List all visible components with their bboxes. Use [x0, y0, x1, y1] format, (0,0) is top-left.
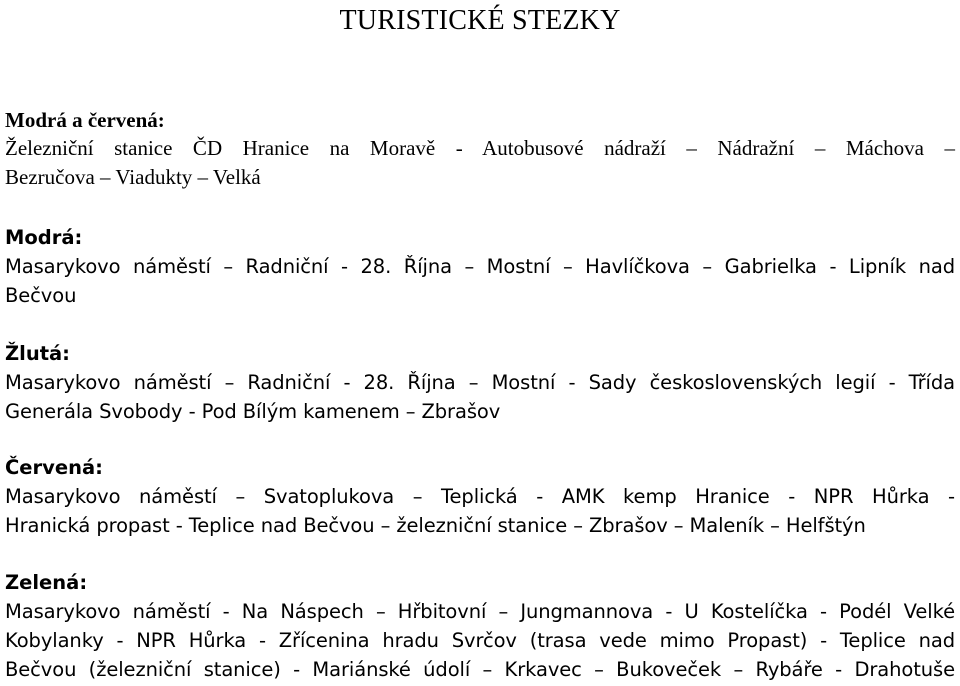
- route-line: Železniční stanice ČD Hranice na Moravě - Autobusové nádraží – Nádražní – Máchova –: [5, 136, 955, 160]
- trail-route: [5, 252, 955, 310]
- route-line: Masarykovo náměstí – Svatoplukova – Teplická - AMK kemp Hranice - NPR Hůrka -: [5, 485, 955, 508]
- route-line: Bečvou: [5, 284, 77, 307]
- trail-heading: Modrá:: [5, 226, 83, 249]
- trail-route: [5, 134, 955, 192]
- trail-route: [5, 482, 955, 540]
- route-line: Masarykovo náměstí – Radniční - 28. Října – Mostní - Sady československých legií - Třída: [5, 371, 955, 394]
- page-title: TURISTICKÉ STEZKY: [339, 5, 621, 36]
- trail-section-modra-a-cervena: [5, 106, 955, 192]
- route-line: Kobylanky - NPR Hůrka - Zřícenina hradu Svrčov (trasa vede mimo Propast) - Teplice nad: [5, 629, 955, 652]
- route-line: Hranická propast - Teplice nad Bečvou – železniční stanice – Zbrašov – Maleník – Helfštýn: [5, 514, 866, 537]
- route-line: Masarykovo náměstí – Radniční - 28. Října – Mostní – Havlíčkova – Gabrielka - Lipník nad: [5, 255, 955, 278]
- trail-section-zelena: [5, 569, 955, 684]
- trail-heading: Modrá a červená:: [5, 108, 165, 132]
- trail-section-modra: [5, 224, 955, 310]
- trail-route: [5, 368, 955, 426]
- trail-section-cervena: [5, 454, 955, 540]
- trail-route: [5, 597, 955, 684]
- route-line: Bečvou (železniční stanice) - Mariánské údolí – Krkavec – Bukoveček – Rybáře - Drahotuše: [5, 658, 955, 681]
- trail-heading: Červená:: [5, 456, 103, 479]
- route-line: Generála Svobody - Pod Bílým kamenem – Zbrašov: [5, 400, 501, 423]
- trail-heading: Zelená:: [5, 571, 88, 594]
- trail-heading: Žlutá:: [5, 342, 70, 365]
- route-line: Masarykovo náměstí - Na Náspech – Hřbitovní – Jungmannova - U Kostelíčka - Podél Velké: [5, 600, 955, 623]
- trail-section-zluta: [5, 340, 955, 426]
- route-line: Bezručova – Viadukty – Velká: [5, 165, 261, 189]
